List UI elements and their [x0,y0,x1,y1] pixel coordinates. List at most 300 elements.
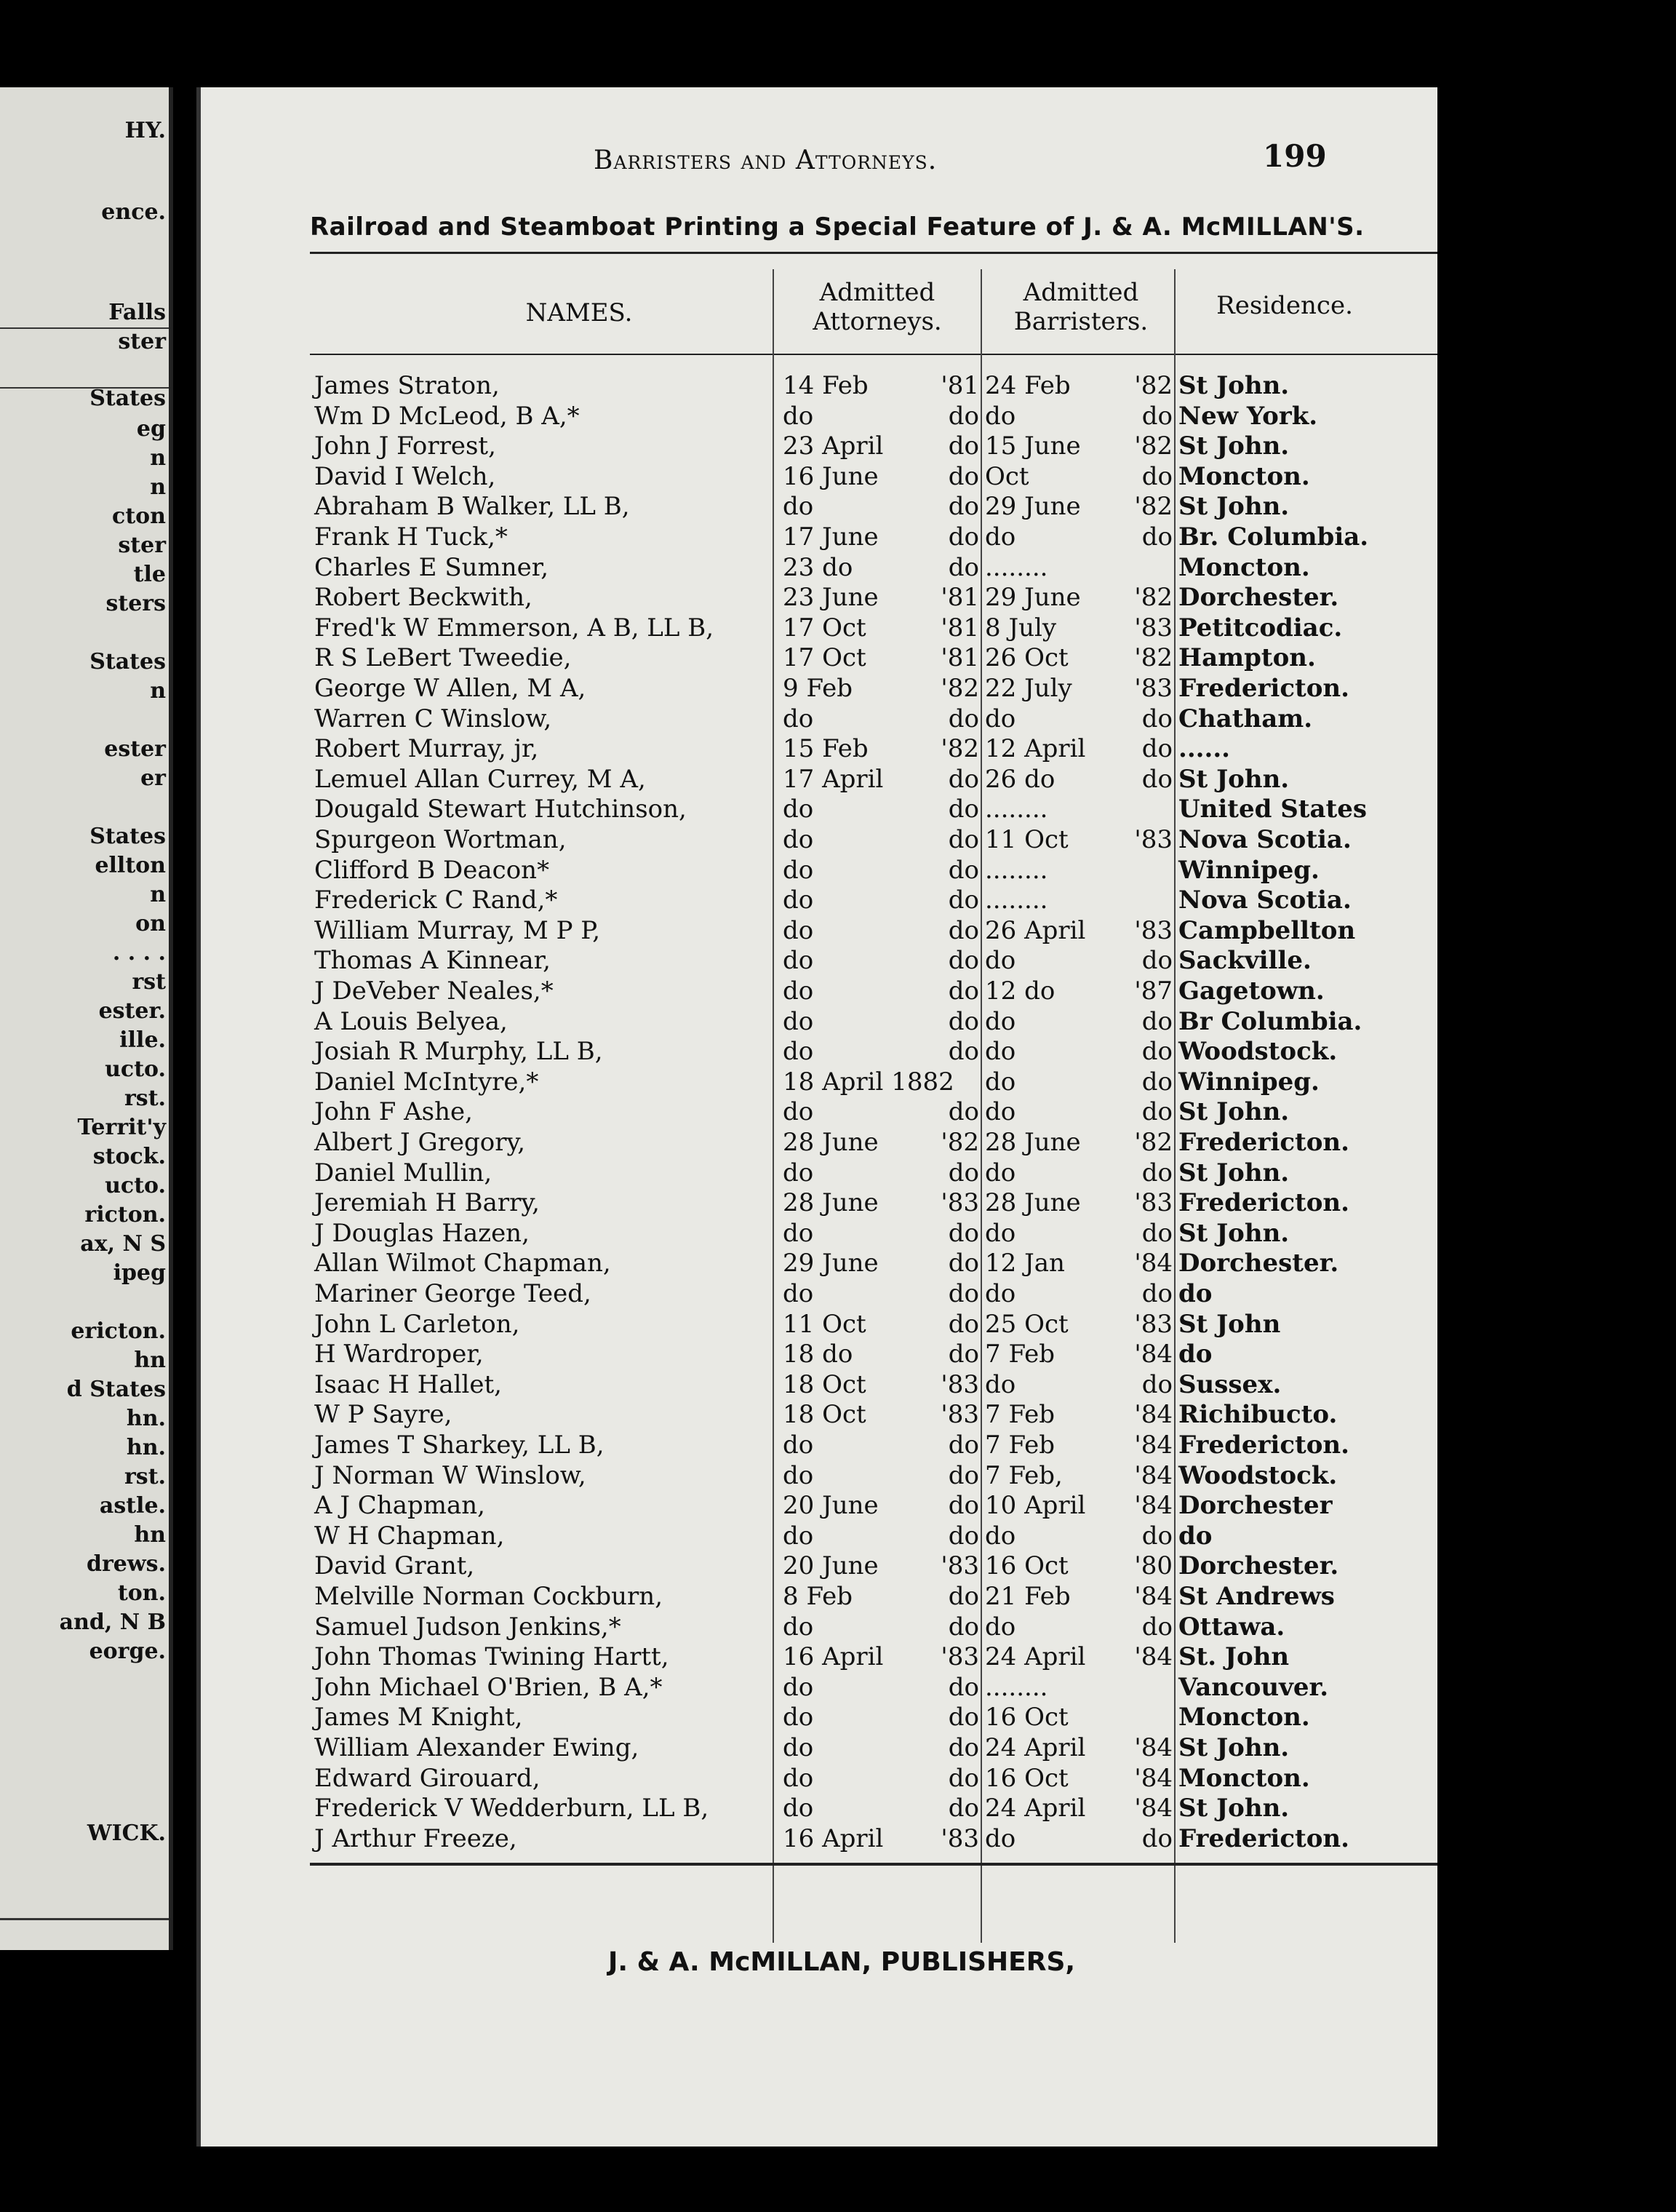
left-page-fragment-text: ipeg [113,1260,166,1286]
header-admitted-attorneys-line1: Admitted [819,278,935,307]
admitted-attorney-date: 16 June [783,462,879,491]
admitted-attorney-year: do [948,1612,979,1642]
table-row [201,886,1437,915]
entry-residence: Fredericton. [1178,1128,1349,1157]
admitted-barrister-year: '82 [1134,431,1173,461]
admitted-barrister-date: 26 do [985,765,1056,794]
admitted-barrister-year: '84 [1134,1582,1173,1611]
entry-residence: St. John [1178,1642,1290,1671]
entry-residence: Chatham. [1178,704,1313,733]
table-row [201,1400,1437,1430]
entry-residence: Ottawa. [1178,1612,1285,1642]
admitted-barrister-year: '84 [1134,1431,1173,1460]
entry-residence: Br. Columbia. [1178,522,1369,552]
left-page-fragment-text: ucto. [105,1173,166,1198]
admitted-attorney-year: do [948,1521,979,1551]
entry-name: John L Carleton, [314,1310,520,1339]
admitted-barrister-date: 28 June [985,1188,1081,1217]
entry-residence: do [1178,1340,1213,1369]
entry-residence: St John. [1178,1794,1290,1823]
entry-residence: Fredericton. [1178,1188,1349,1217]
admitted-barrister-year: do [1141,522,1173,552]
entry-name: Charles E Sumner, [314,553,549,582]
admitted-barrister-date: 26 April [985,916,1086,945]
admitted-barrister-date: 7 Feb, [985,1461,1063,1490]
entry-name: H Wardroper, [314,1340,484,1369]
table-row [201,1340,1437,1369]
entry-name: A Louis Belyea, [314,1007,508,1036]
entry-residence: Dorchester [1178,1491,1333,1520]
entry-name: James M Knight, [314,1703,523,1732]
admitted-attorney-year: do [948,1158,979,1187]
admitted-barrister-date: Oct [985,462,1029,491]
header-admitted-attorneys-line2: Attorneys. [813,307,942,336]
left-page-rule [0,1918,169,1920]
admitted-attorney-date: 23 April [783,431,884,461]
table-row [201,795,1437,824]
entry-name: Frederick V Wedderburn, LL B, [314,1794,709,1823]
header-admitted-barristers-line1: Admitted [1023,278,1139,307]
admitted-attorney-date: 16 April [783,1824,884,1853]
header-names: NAMES. [525,298,633,327]
admitted-barrister-date: do [985,1370,1016,1399]
admitted-barrister-year: '84 [1134,1461,1173,1490]
entry-name: John Michael O'Brien, B A,* [314,1673,663,1702]
entry-residence: Fredericton. [1178,674,1349,703]
admitted-barrister-year: do [1141,1037,1173,1066]
left-page-fragment-text: and, N B [59,1610,166,1635]
admitted-barrister-date: 24 Feb [985,371,1071,400]
admitted-barrister-year: '83 [1134,1188,1173,1217]
left-page-fragment-text: tle [133,562,166,587]
entry-residence: Hampton. [1178,643,1316,672]
admitted-barrister-year: do [1141,1612,1173,1642]
left-page-fragment-text: ucto. [105,1057,166,1082]
admitted-barrister-year: '82 [1134,643,1173,672]
admitted-attorney-year: do [948,462,979,491]
table-row [201,1794,1437,1823]
admitted-attorney-year: '83 [941,1188,979,1217]
admitted-attorney-year: do [948,431,979,461]
admitted-attorney-date: 8 Feb [783,1582,853,1611]
table-row [201,674,1437,704]
left-page-fragment-text: n [150,474,166,500]
admitted-barrister-date: do [985,1067,1016,1097]
entry-name: Frank H Tuck,* [314,522,508,552]
left-page-fragment-text: rst. [124,1086,166,1111]
admitted-attorney-year: '83 [941,1551,979,1580]
entry-residence: Winnipeg. [1178,1067,1320,1097]
admitted-attorney-date: do [783,825,814,854]
table-row [201,613,1437,643]
admitted-attorney-date: 29 June [783,1249,879,1278]
admitted-attorney-year: do [948,1219,979,1248]
table-row [201,765,1437,795]
admitted-attorney-year: do [948,1733,979,1762]
table-row [201,1491,1437,1521]
admitted-barrister-date: 29 June [985,492,1081,521]
entry-name: Edward Girouard, [314,1764,540,1793]
admitted-attorney-year: do [948,825,979,854]
admitted-attorney-date: 18 Oct [783,1370,866,1399]
left-page-fragment-text: hn. [126,1406,166,1431]
admitted-attorney-date: do [783,1037,814,1066]
admitted-barrister-date: 7 Feb [985,1340,1056,1369]
entry-residence: do [1178,1521,1213,1551]
left-page-fragment-text: eg [136,416,166,442]
admitted-attorney-year: '82 [941,734,979,763]
admitted-attorney-date: 20 June [783,1491,879,1520]
admitted-barrister-year: do [1141,946,1173,975]
admitted-barrister-date: do [985,704,1016,733]
admitted-attorney-year: do [948,553,979,582]
admitted-attorney-year: do [948,795,979,824]
left-page-fragment-text: Falls [108,300,166,325]
admitted-barrister-date: 8 July [985,613,1057,642]
entry-name: David Grant, [314,1551,475,1580]
header-admitted-barristers [972,278,1190,336]
entry-name: William Murray, M P P, [314,916,601,945]
admitted-attorney-year: '81 [941,613,979,642]
table-row [201,402,1437,431]
admitted-barrister-date: 7 Feb [985,1431,1056,1460]
admitted-attorney-date: do [783,1219,814,1248]
entry-name: Warren C Winslow, [314,704,552,733]
entry-residence: Dorchester. [1178,1551,1339,1580]
table-row [201,1279,1437,1309]
entry-residence: St John. [1178,371,1290,400]
left-page-fragment-text: sters [105,591,166,616]
table-row [201,1219,1437,1249]
admitted-attorney-year: do [948,1491,979,1520]
admitted-attorney-date: do [783,1612,814,1642]
table-row [201,704,1437,734]
admitted-attorney-year: '81 [941,643,979,672]
table-row [201,553,1437,583]
left-page-fragment-text: n [150,678,166,704]
table-row [201,522,1437,552]
left-page-fragment-text: HY. [124,118,166,143]
entry-residence: ...... [1178,734,1231,763]
entry-residence: St John. [1178,765,1290,794]
entry-residence: St John. [1178,1097,1290,1126]
admitted-barrister-year: '84 [1134,1733,1173,1762]
admitted-attorney-year: do [948,1703,979,1732]
entry-name: Albert J Gregory, [314,1128,525,1157]
left-page-fragment-text: d States [66,1377,166,1402]
admitted-attorney-date: 11 Oct [783,1310,866,1339]
header-rule [310,354,1437,355]
admitted-barrister-date: 12 do [985,976,1056,1006]
entry-residence: Dorchester. [1178,583,1339,612]
left-page-fragment-text: ellton [95,853,166,878]
entry-residence: St John. [1178,431,1290,461]
entry-name: A J Chapman, [314,1491,485,1520]
admitted-attorney-date: do [783,916,814,945]
left-page-fragment-text: hn [134,1348,166,1373]
left-page-fragment-text: ton. [117,1580,166,1606]
admitted-barrister-date: do [985,1037,1016,1066]
admitted-attorney-date: 18 April 1882 [783,1067,954,1097]
admitted-attorney-date: do [783,1279,814,1308]
entry-name: R S LeBert Tweedie, [314,643,572,672]
entry-residence: New York. [1178,402,1318,431]
admitted-attorney-date: 28 June [783,1128,879,1157]
admitted-barrister-year: '83 [1134,674,1173,703]
admitted-barrister-year: do [1141,765,1173,794]
admitted-barrister-date: ........ [985,1673,1048,1702]
table-row [201,371,1437,401]
entry-residence: Gagetown. [1178,976,1325,1006]
admitted-barrister-date: 26 Oct [985,643,1069,672]
admitted-barrister-year: '84 [1134,1249,1173,1278]
admitted-attorney-date: do [783,1431,814,1460]
entry-name: Wm D McLeod, B A,* [314,402,580,431]
left-page-fragment-text: States [89,824,166,849]
header-admitted-attorneys [761,278,994,336]
admitted-barrister-year: '84 [1134,1400,1173,1429]
admitted-barrister-year: '84 [1134,1340,1173,1369]
admitted-barrister-year: '84 [1134,1794,1173,1823]
entry-name: Allan Wilmot Chapman, [314,1249,611,1278]
admitted-barrister-date: 21 Feb [985,1582,1071,1611]
admitted-barrister-year: '83 [1134,1310,1173,1339]
entry-name: J DeVeber Neales,* [314,976,554,1006]
admitted-barrister-date: ........ [985,856,1048,885]
header-residence: Residence. [1216,291,1353,320]
banner-rule [310,252,1437,254]
admitted-attorney-date: do [783,704,814,733]
table-row [201,1733,1437,1763]
admitted-barrister-date: do [985,946,1016,975]
entry-residence: Fredericton. [1178,1824,1349,1853]
entry-name: George W Allen, M A, [314,674,586,703]
admitted-barrister-year: '82 [1134,1128,1173,1157]
admitted-attorney-year: do [948,1461,979,1490]
admitted-attorney-year: do [948,856,979,885]
entry-name: Jeremiah H Barry, [314,1188,540,1217]
left-page-fragment-text: ax, N S [80,1231,166,1257]
table-row [201,431,1437,461]
table-row [201,916,1437,946]
left-page-fragment-text: n [150,445,166,471]
admitted-attorney-date: 17 April [783,765,884,794]
admitted-barrister-year: '87 [1134,976,1173,1006]
admitted-barrister-date: ........ [985,795,1048,824]
left-page-fragment-text: ricton. [84,1202,166,1228]
entry-name: Spurgeon Wortman, [314,825,567,854]
admitted-barrister-date: 16 Oct [985,1703,1069,1732]
table-row [201,1431,1437,1460]
admitted-barrister-year: '82 [1134,371,1173,400]
admitted-attorney-date: 17 June [783,522,879,552]
entry-name: James T Sharkey, LL B, [314,1431,604,1460]
left-page-rule [0,387,169,389]
admitted-attorney-date: 23 do [783,553,853,582]
table-row [201,1037,1437,1067]
left-page-fragment-text: astle. [99,1493,166,1519]
left-page-fragment-text: n [150,882,166,907]
entry-residence: St John. [1178,1733,1290,1762]
left-page-fragment-text: ille. [119,1027,166,1053]
left-page-fragment-text: eorge. [89,1639,166,1664]
admitted-attorney-date: do [783,1461,814,1490]
entry-name: W H Chapman, [314,1521,505,1551]
entry-residence: United States [1178,795,1368,824]
admitted-attorney-year: do [948,1794,979,1823]
entry-name: Clifford B Deacon* [314,856,550,885]
entry-residence: Fredericton. [1178,1431,1349,1460]
admitted-attorney-year: '83 [941,1370,979,1399]
admitted-barrister-year: '83 [1134,613,1173,642]
admitted-attorney-year: do [948,1764,979,1793]
entry-residence: Petitcodiac. [1178,613,1343,642]
admitted-barrister-year: do [1141,1370,1173,1399]
admitted-barrister-year: '83 [1134,916,1173,945]
admitted-attorney-date: do [783,976,814,1006]
admitted-attorney-year: do [948,1310,979,1339]
admitted-attorney-year: do [948,522,979,552]
table-row [201,1551,1437,1581]
admitted-attorney-date: do [783,1158,814,1187]
admitted-barrister-year: '82 [1134,492,1173,521]
admitted-attorney-date: do [783,795,814,824]
admitted-attorney-year: '81 [941,371,979,400]
table-row [201,976,1437,1006]
table-row [201,1673,1437,1703]
admitted-barrister-year: do [1141,1279,1173,1308]
admitted-attorney-year: do [948,1249,979,1278]
admitted-attorney-date: do [783,1733,814,1762]
entry-name: Robert Beckwith, [314,583,532,612]
admitted-barrister-date: do [985,1521,1016,1551]
admitted-attorney-year: do [948,1431,979,1460]
table-row [201,1097,1437,1127]
admitted-attorney-date: do [783,1794,814,1823]
admitted-barrister-date: do [985,1279,1016,1308]
entry-residence: St John. [1178,1219,1290,1248]
entry-residence: Campbellton [1178,916,1356,945]
admitted-barrister-date: do [985,1158,1016,1187]
header-admitted-barristers-line2: Barristers. [1013,307,1149,336]
entry-name: David I Welch, [314,462,496,491]
table-row [201,1764,1437,1794]
admitted-barrister-date: 11 Oct [985,825,1069,854]
table-bottom-rule [310,1863,1437,1866]
entry-name: Robert Murray, jr, [314,734,539,763]
advertising-banner: Railroad and Steamboat Printing a Special Feature of J. & A. McMILLAN'S. [310,212,1365,242]
admitted-attorney-year: do [948,1279,979,1308]
table-row [201,1521,1437,1551]
entry-name: Isaac H Hallet, [314,1370,502,1399]
admitted-barrister-year: '80 [1134,1551,1173,1580]
admitted-attorney-date: 9 Feb [783,674,853,703]
page-number: 199 [1263,138,1327,174]
admitted-barrister-year: '84 [1134,1642,1173,1671]
entry-name: Daniel McIntyre,* [314,1067,539,1097]
admitted-attorney-year: do [948,492,979,521]
left-page-fragment-text: Territ'y [77,1115,166,1140]
admitted-attorney-year: '83 [941,1824,979,1853]
admitted-barrister-date: do [985,402,1016,431]
admitted-barrister-year: do [1141,402,1173,431]
admitted-barrister-date: 29 June [985,583,1081,612]
admitted-attorney-year: do [948,946,979,975]
table-row [201,1158,1437,1188]
table-row [201,1612,1437,1642]
admitted-barrister-date: 24 April [985,1794,1086,1823]
admitted-attorney-date: do [783,1521,814,1551]
admitted-attorney-year: do [948,916,979,945]
left-page-fragment-text: States [89,649,166,675]
admitted-attorney-date: 14 Feb [783,371,869,400]
left-page-fragment-text: ence. [101,199,166,225]
entry-residence: Nova Scotia. [1178,825,1352,854]
table-row [201,1582,1437,1612]
admitted-barrister-year: do [1141,704,1173,733]
admitted-attorney-date: do [783,1673,814,1702]
admitted-attorney-year: '83 [941,1642,979,1671]
entry-name: W P Sayre, [314,1400,452,1429]
entry-residence: Dorchester. [1178,1249,1339,1278]
admitted-attorney-year: '82 [941,1128,979,1157]
admitted-barrister-date: 25 Oct [985,1310,1069,1339]
entry-name: Samuel Judson Jenkins,* [314,1612,621,1642]
entry-residence: Winnipeg. [1178,856,1320,885]
admitted-barrister-date: do [985,522,1016,552]
left-page-fragment-text: ericton. [71,1318,166,1344]
entry-name: John Thomas Twining Hartt, [314,1642,669,1671]
admitted-barrister-date: 12 April [985,734,1086,763]
admitted-attorney-year: do [948,1582,979,1611]
admitted-barrister-date: 12 Jan [985,1249,1065,1278]
admitted-attorney-date: do [783,1097,814,1126]
table-row [201,583,1437,613]
admitted-attorney-date: do [783,1007,814,1036]
entry-residence: Woodstock. [1178,1461,1338,1490]
entry-residence: Sackville. [1178,946,1312,975]
admitted-barrister-date: ........ [985,886,1048,915]
admitted-attorney-date: 17 Oct [783,643,866,672]
admitted-attorney-year: do [948,976,979,1006]
table-row [201,1824,1437,1854]
left-page-fragment-text: . . . . [112,940,166,966]
admitted-barrister-date: do [985,1824,1016,1853]
left-page-fragment-text: WICK. [87,1821,166,1846]
entry-residence: Richibucto. [1178,1400,1338,1429]
left-page-fragment-text: ester [104,736,166,762]
admitted-barrister-year: '83 [1134,825,1173,854]
admitted-attorney-date: 20 June [783,1551,879,1580]
admitted-barrister-date: 22 July [985,674,1072,703]
admitted-barrister-year: do [1141,1097,1173,1126]
entry-residence: Moncton. [1178,462,1310,491]
admitted-attorney-date: 15 Feb [783,734,869,763]
admitted-attorney-year: do [948,704,979,733]
entry-name: James Straton, [314,371,500,400]
entry-residence: St John [1178,1310,1281,1339]
admitted-barrister-year: do [1141,734,1173,763]
admitted-barrister-year: do [1141,1007,1173,1036]
entry-residence: Nova Scotia. [1178,886,1352,915]
entry-name: John J Forrest, [314,431,496,461]
left-page-fragment-text: er [140,765,166,791]
entry-residence: Moncton. [1178,1703,1310,1732]
admitted-barrister-date: do [985,1612,1016,1642]
entry-residence: Vancouver. [1178,1673,1329,1702]
admitted-attorney-year: do [948,1673,979,1702]
table-row [201,1128,1437,1158]
